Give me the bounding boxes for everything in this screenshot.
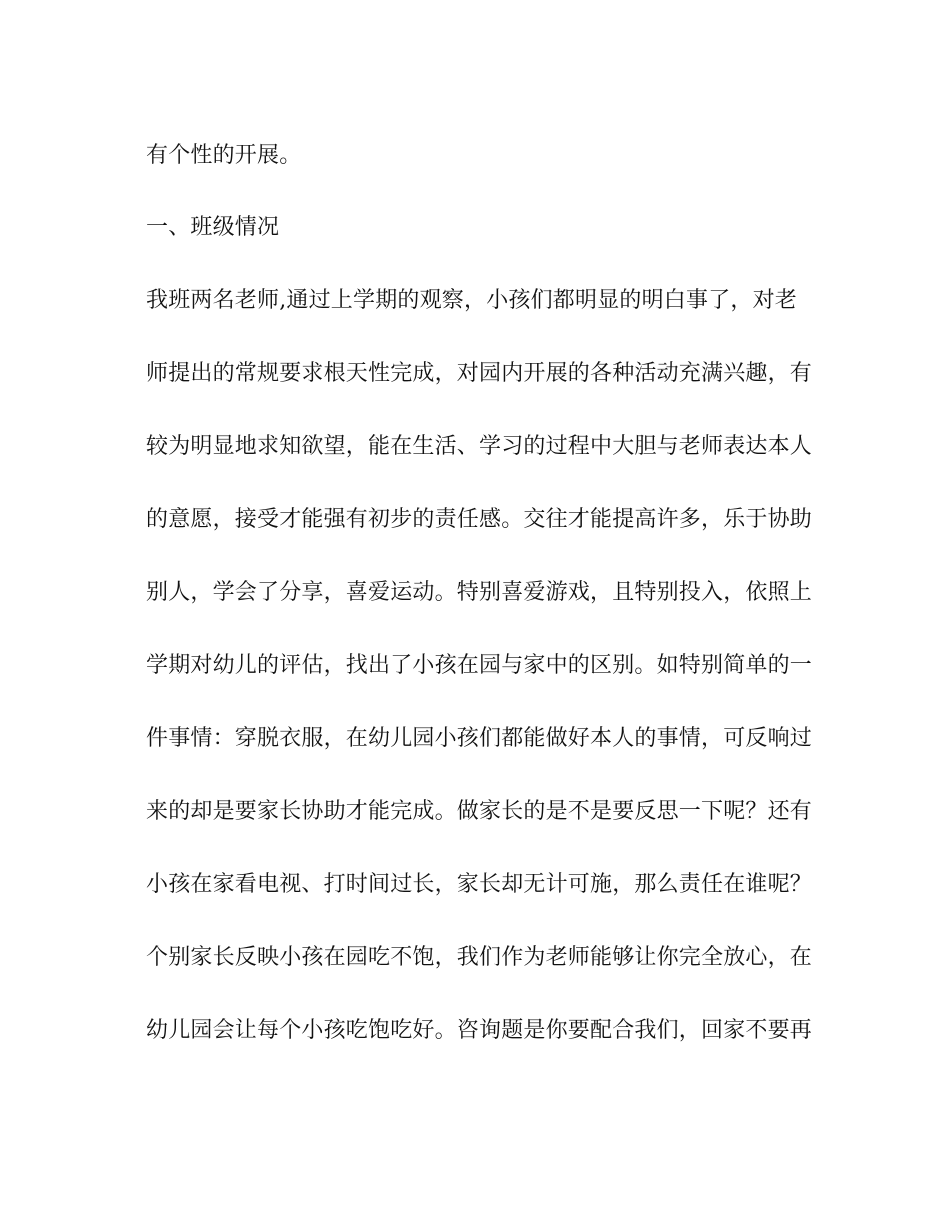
- text-line: 有个性的开展。: [146, 143, 302, 168]
- text-line: 的意愿，接受才能强有初步的责任感。交往才能提高许多，乐于协助: [146, 507, 813, 532]
- text-line: 学期对幼儿的评估，找出了小孩在园与家中的区别。如特别简单的一: [146, 653, 813, 678]
- section-heading: 一、班级情况: [146, 215, 280, 240]
- text-line: 别人，学会了分享，喜爱运动。特别喜爱游戏，且特别投入，依照上: [146, 580, 813, 605]
- text-line: 我班两名老师,通过上学期的观察，小孩们都明显的明白事了，对老: [146, 288, 797, 313]
- text-line: 幼儿园会让每个小孩吃饱吃好。咨询题是你要配合我们，回家不要再: [146, 1018, 813, 1043]
- text-line: 件事情：穿脱衣服，在幼儿园小孩们都能做好本人的事情，可反响过: [146, 726, 813, 751]
- text-line: 个别家长反映小孩在园吃不饱，我们作为老师能够让你完全放心，在: [146, 945, 813, 970]
- text-line: 来的却是要家长协助才能完成。做家长的是不是要反思一下呢？还有: [146, 799, 813, 824]
- text-line: 师提出的常规要求根天性完成，对园内开展的各种活动充满兴趣，有: [146, 361, 813, 386]
- text-line: 小孩在家看电视、打时间过长，家长却无计可施，那么责任在谁呢？: [146, 872, 813, 897]
- text-line: 较为明显地求知欲望，能在生活、学习的过程中大胆与老师表达本人: [146, 434, 813, 459]
